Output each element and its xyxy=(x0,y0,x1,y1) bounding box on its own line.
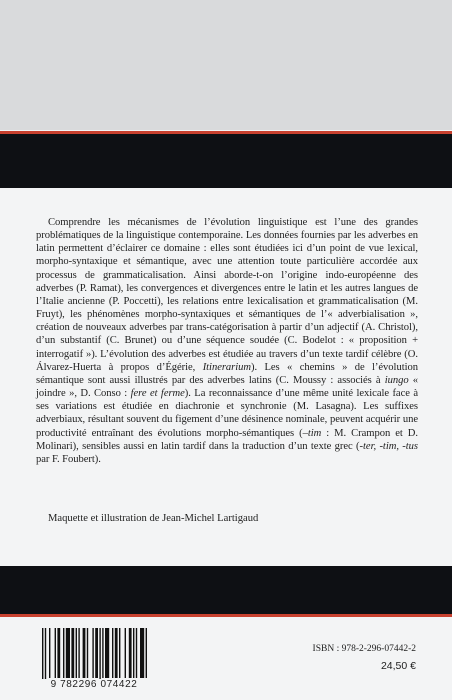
blurb-segment: Comprendre les mécanismes de l’évolution linguistique est l’une des grandes problématiques de la linguistique contemporaine. Les données fournies par les adverbes en latin permettent d’éclairer ce domaine : elles sont étudiées ici d’un point de vue lexical, morpho-syntaxique et sémantique, avec une attention toute particulière accordée aux processus de grammaticalisation. Ainsi aborde-t-on l’origine indo-européenne des adverbes (P. Ramat), les convergences et divergences entre le latin et les autres langues de l’Italie ancienne (P. Poccetti), les relations entre lexicalisation et grammaticalisation (M. Fruyt), les phénomènes morpho-syntaxiques et sémantiques de l’« adverbialisation », création de nouveaux adverbes par trans-catégorisation à partir d’un adjectif (A. Christol), d’un substantif (C. Brunet) ou d’une séquence soudée (C. Bodelot : « proposition + interrogatif »). L’évolution des adverbes est étudiée au travers d’un texte tardif célèbre (O. Álvarez-Huerta à propos d’Égérie, xyxy=(36,217,418,373)
cover-top-band xyxy=(0,0,452,130)
barcode xyxy=(34,628,154,691)
blurb-italic-itinerarium: Itinerarium xyxy=(202,361,251,373)
dark-band-bottom xyxy=(0,566,452,614)
blurb-segment: « joindre », D. Conso : xyxy=(36,374,418,400)
blurb-italic-iungo: iungo xyxy=(384,374,409,386)
barcode-bars-icon xyxy=(34,628,154,684)
blurb-segment: ). La reconnaissance d’une même unité lexicale face à ses variations est étudiée en diachronie et synchronie (M. Lasagna). Les suffixes adverbiaux, résultant souvent du figement d’une désinence nominale, peuvent acquérir une productivité entraînant des évolutions morpho-sémantiques ( xyxy=(36,388,418,439)
blurb-italic-suffixes: -ter, -tim, -tus xyxy=(359,440,418,452)
design-credit: Maquette et illustration de Jean-Michel Lartigaud xyxy=(48,513,259,524)
dark-band-top xyxy=(0,134,452,188)
blurb-segment: : M. Crampon et D. Molinari), sensibles aussi en latin tardif dans la traduction d’un texte grec ( xyxy=(36,427,418,452)
blurb-italic-tim: –tim xyxy=(302,427,322,439)
blurb-italic-fere-et-ferme: fere et ferme xyxy=(130,388,185,400)
isbn-label: ISBN : 978-2-296-07442-2 xyxy=(312,644,416,654)
back-cover-blurb xyxy=(36,216,418,466)
blurb-segment: ). Les « chemins » de l’évolution sémantique sont aussi illustrés par des adverbes latins (C. Moussy : associés à xyxy=(36,361,418,386)
blurb-segment: par F. Foubert). xyxy=(36,453,101,465)
barcode-digits: 9 782296 074422 xyxy=(34,679,154,690)
price-label: 24,50 € xyxy=(380,660,416,672)
